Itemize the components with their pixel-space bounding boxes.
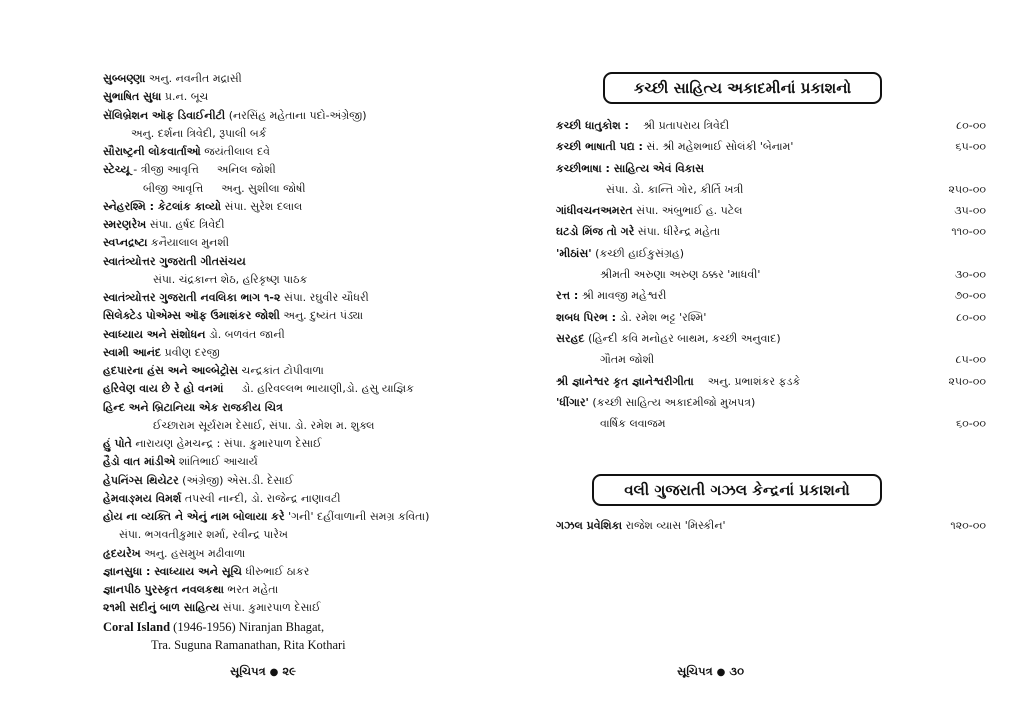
list-item: હું પોતે નારાયણ હેમચન્દ્ર : સંપા. કુમારપાળ દેસાઈ	[103, 437, 322, 450]
price: ૮૦-૦૦	[956, 310, 986, 324]
list-item: સરહદ (હિન્દી કવિ મનોહર બાથમ, કચ્છી અનુવાદ)	[556, 331, 781, 345]
page-number: ૩૦	[729, 664, 745, 678]
list-item: ગઝલ પ્રવેશિકા રાજેશ વ્યાસ 'મિસ્કીન' ૧૨૦-૦૦	[556, 516, 986, 537]
footer-label: સૂચિપત્ર	[677, 664, 713, 678]
list-item: સંપા. ચંદ્રકાન્ત શેઠ, હરિકૃષ્ણ પાઠક	[153, 272, 308, 286]
list-item: સુબ્બણ્ણા અનુ. નવનીત મદ્રાસી	[103, 72, 242, 85]
page-footer	[677, 664, 744, 679]
section-heading: કચ્છી સાહિત્ય અકાદમીનાં પ્રકાશનો	[603, 72, 882, 104]
list-item: શ્રી જ્ઞાનેશ્વર કૃત જ્ઞાનેશ્વરીગીતા અનુ. પ્રભાશંકર ફડકે ૨૫૦-૦૦	[556, 372, 986, 393]
section-heading: વલી ગુજરાતી ગઝલ કેન્દ્રનાં પ્રકાશનો	[592, 474, 882, 506]
list-item: અનુ. દર્શના ત્રિવેદી, રૂપાલી બર્ક	[131, 126, 267, 140]
list-item: હેપનિંગ્સ થિયેટર (અંગ્રેજી) એસ.ડી. દેસાઈ	[103, 473, 294, 487]
list-item: હૃદયરેખ અનુ. હસમુખ મઢીવાળા	[103, 546, 246, 560]
list-item: સૅલિબ્રેશન ઑફ ડિવાઈનીટી (નરસિંહ મહેતાના પદો-અંગ્રેજી)	[103, 108, 367, 122]
list-item: હદપારના હંસ અને આલ્બેટ્રોસ ચન્દ્રકાંત ટોપીવાળા	[103, 364, 324, 377]
list-item: સૌરાષ્ટ્રની લોકવાર્તાઓ જયંતીલાલ દવે	[103, 145, 270, 158]
list-item: Tra. Suguna Ramanathan, Rita Kothari	[151, 637, 346, 652]
list-item: હેમવાઙ્મય વિમર્શ તપસ્વી નાન્દી, ડો. રાજેન્દ્ર નાણાવટી	[103, 491, 341, 505]
list-item: સંપા. ભગવતીકુમાર શર્મા, રવીન્દ્ર પારેખ	[119, 528, 288, 542]
list-item: ૨૧મી સદીનું બાળ સાહિત્ય સંપા. કુમારપાળ દેસાઈ	[103, 601, 321, 615]
list-item: સ્મરણરેખ સંપા. હર્ષદ ત્રિવેદી	[103, 218, 225, 231]
list-item: સ્વાતંત્ર્યોત્તર ગુજરાતી નવલિકા ભાગ ૧-૨ સંપા. રઘુવીર ચૌધરી	[103, 291, 369, 304]
list-item: સ્વાધ્યાય અને સંશોધન ડો. બળવંત જાની	[103, 327, 285, 341]
list-item: Coral Island (1946-1956) Niranjan Bhagat,	[103, 619, 325, 634]
price: ૩૦-૦૦	[954, 268, 986, 282]
list-item: રત્ત : શ્રી માવજી મહેશ્વરી ૭૦-૦૦	[556, 286, 986, 307]
list-item: 'મીઠાંસ' (કચ્છી હાઈકુસંગ્રહ)	[556, 246, 685, 260]
price: ૮૫-૦૦	[955, 353, 986, 367]
right-page	[512, 0, 1024, 724]
list-item: ઈચ્છારામ સૂર્યરામ દેસાઈ, સંપા. ડો. રમેશ મ. શુક્લ	[153, 418, 375, 432]
list-item: સંપા. ડો. કાન્તિ ગોર, કીર્તિ ખત્રી ૨૫૦-૦૦	[556, 180, 986, 201]
list-item: સ્વાતંત્ર્યોત્તર ગુજરાતી ગીતસંચય	[103, 254, 246, 268]
list-item: વાર્ષિક લવાજમ ૬૦-૦૦	[556, 414, 986, 435]
price: ૮૦-૦૦	[956, 119, 986, 132]
list-item: જ્ઞાનપીઠ પુરસ્કૃત નવલકથા ભરત મહેતા	[103, 583, 279, 596]
publication-list	[556, 516, 986, 537]
price: ૩૫-૦૦	[954, 204, 986, 218]
list-item: સ્ટેચ્યૂ - ત્રીજી આવૃત્તિ અનિલ જોશી	[103, 163, 276, 177]
list-item: હિન્દ અને બ્રિટાનિયા એક રાજકીય ચિત્ર	[103, 400, 283, 414]
page-number: ૨૯	[282, 664, 296, 678]
price: ૭૦-૦૦	[954, 289, 986, 303]
list-item: શબધ પિરભ : ડો. રમેશ ભટ્ટ 'રશ્મિ' ૮૦-૦૦	[556, 308, 986, 329]
price: ૬૦-૦૦	[956, 417, 986, 431]
list-item: સ્નેહરશ્મિ : કેટલાંક કાવ્યો સંપા. સુરેશ દલાલ	[103, 199, 303, 213]
list-item: ગૌતમ જોશી ૮૫-૦૦	[556, 350, 986, 371]
price: ૧૨૦-૦૦	[950, 519, 986, 532]
list-item: સિલેક્ટેડ પોએમ્સ ઑફ ઉમાશંકર જોશી અનુ. દુષ્યંત પંડ્યા	[103, 309, 364, 323]
list-item: ગાંધીવચનઅમરત સંપા. અંબુભાઈ હ. પટેલ ૩૫-૦૦	[556, 201, 986, 222]
price: ૨૫૦-૦૦	[948, 374, 986, 388]
list-item: હરિવેણ વાય છે રે હો વનમાં ડો. હરિવલ્લભ ભાયાણી,ડો. હસુ યાજ્ઞિક	[103, 382, 414, 396]
publication-list	[556, 116, 986, 435]
footer-label: સૂચિપત્ર	[230, 664, 266, 678]
list-item: સ્વપ્નદ્રષ્ટા કનૈયાલાલ મુનશી	[103, 236, 229, 250]
price: ૨૫૦-૦૦	[948, 182, 986, 196]
list-item: બીજી આવૃત્તિ અનુ. સુશીલા જોષી	[143, 181, 306, 195]
list-item: સ્વામી આનંદ પ્રવીણ દરજી	[103, 345, 220, 359]
bullet-icon: ●	[716, 667, 726, 678]
bullet-icon: ●	[269, 667, 279, 678]
book-list	[103, 70, 503, 654]
list-item: 'ધીંગાર' (કચ્છી સાહિત્ય અકાદમીજો મુખપત્ર)	[556, 395, 756, 409]
list-item: કચ્છી ભાષાતી પદ્ય : સં. શ્રી મહેશભાઈ સોલંકી 'બેનામ' ૬૫-૦૦	[556, 137, 986, 158]
price: ૬૫-૦૦	[955, 140, 986, 154]
list-item: હોય ના વ્યક્તિ ને એનું નામ બોલાયા કરે 'ગની' દહીંવાળાની સમગ્ર કવિતા)	[103, 510, 430, 523]
list-item: સુભાષિત સુધા પ્ર.ન. બૂચ	[103, 90, 209, 104]
price: ૧૧૦-૦૦	[951, 225, 986, 239]
list-item: ઘટડો મિંજ તો ગરે સંપા. ધીરેન્દ્ર મહેતા ૧૧૦-૦૦	[556, 222, 986, 243]
list-item: હૈડો વાત માંડીએ શાંતિભાઈ આચાર્ય	[103, 455, 258, 469]
list-item: જ્ઞાનસુધા : સ્વાધ્યાય અને સૂચિ ધીરુભાઈ ઠાકર	[103, 564, 310, 578]
page-footer	[230, 664, 296, 679]
list-item: કચ્છીભાષા : સાહિત્ય એવં વિકાસ	[556, 161, 705, 175]
list-item: શ્રીમતી અરુણા અરુણ ઠક્કર 'માધવી' ૩૦-૦૦	[556, 265, 986, 286]
list-item: કચ્છી ધાતુકોશ : શ્રી પ્રતાપરાય ત્રિવેદી ૮૦-૦૦	[556, 116, 986, 137]
